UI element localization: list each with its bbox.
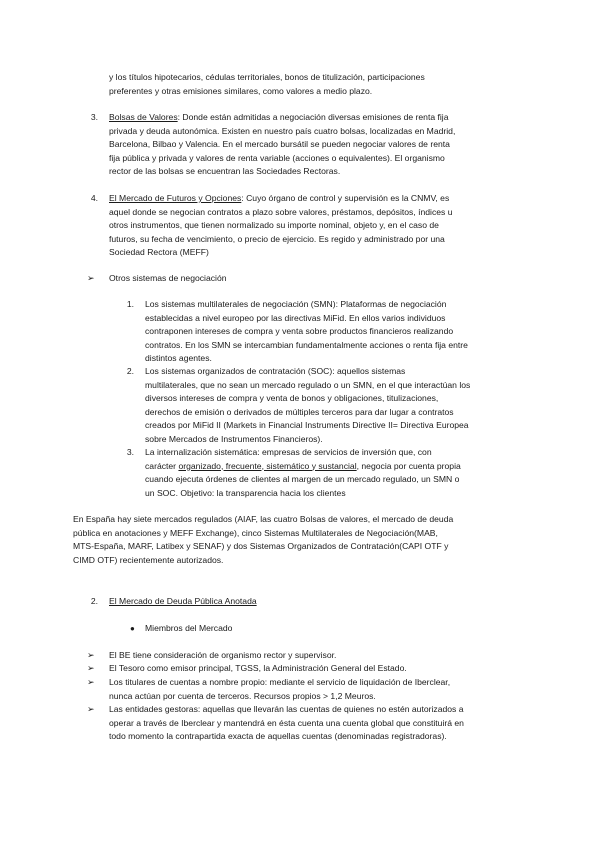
section-title: El Mercado de Deuda Pública Anotada — [109, 596, 257, 606]
item-line: Barcelona, Bilbao y Valencia. En el mercado bursátil se pueden negociar valores de renta — [109, 139, 450, 149]
bullet-icon: ● — [130, 624, 135, 633]
intro-paragraph — [109, 71, 425, 98]
arrow-bullet-icon: ➢ — [87, 273, 95, 283]
item-line: fija pública y privada y valores de renta variable (acciones o equivalentes). El organismo — [109, 152, 445, 163]
member-item: El Tesoro como emisor principal, TGSS, la Administración General del Estado. — [109, 663, 407, 673]
item-line: aquel donde se negocian contratos a plazo sobre valores, préstamos, depósitos, índices u — [109, 206, 453, 217]
item-line: futuros, su fecha de vencimiento, o precio de ejercicio. Es regido y administrado por una — [109, 233, 445, 244]
list-number: 4. — [90, 193, 98, 203]
underlined-phrase: organizado, frecuente, sistemático y sustancial — [178, 460, 357, 471]
item-line: Sociedad Rectora (MEFF) — [109, 247, 209, 257]
list-item-futuros: El Mercado de Futuros y Opciones: Cuyo órgano de control y supervisión es la CNMV, es aquel donde se negocian contratos a plazo sobre valores, préstamos, depósitos, índices u otros instrumentos, que tienen normalizado su importe nominal, objeto y, en el caso de futuros, su fecha de vencimiento, o precio de ejercicio. Es regido y administrado por una Sociedad Rectora (MEFF) — [109, 192, 453, 260]
summary-paragraph: En España hay siete mercados regulados (AIAF, las cuatro Bolsas de valores, el mercado de deuda pública en anotaciones y MEFF Exchange), cinco Sistemas Multilaterales de Negociación(MAB, MTS-España, MARF, Latibex y SENAF) y dos Sistemas Organizados de Contratación(CAPI OTF y CIMD OTF) recientemente autorizados. — [73, 514, 454, 565]
arrow-bullet-icon: ➢ — [87, 663, 95, 673]
section-number: 2. — [90, 596, 98, 606]
list-number: 1. — [126, 299, 134, 309]
item-title: Bolsas de Valores — [109, 112, 178, 122]
subheading: Miembros del Mercado — [145, 623, 233, 633]
list-number: 3. — [90, 112, 98, 122]
list-item-internalizacion: La internalización sistemática: empresas de servicios de inversión que, con carácter organizado, frecuente, sistemático y sustancial, negocia por cuenta propia cuando ejecuta órdenes de clientes al margen de un mercado regulado, un SMN o un SOC. Objetivo: la transparencia hacia los clientes — [145, 447, 461, 498]
arrow-bullet-icon: ➢ — [87, 677, 95, 687]
arrow-bullet-icon: ➢ — [87, 650, 95, 660]
intro-line: y los títulos hipotecarios, cédulas territoriales, bonos de titulización, participaciones — [109, 72, 425, 82]
member-item: Los titulares de cuentas a nombre propio: mediante el servicio de liquidación de Iberclear, nunca actúan por cuenta de terceros. Recursos propios > 1,2 Meuros. — [109, 677, 451, 701]
member-item: El BE tiene consideración de organismo rector y supervisor. — [109, 650, 337, 660]
list-item-bolsas: Bolsas de Valores: Donde están admitidas a negociación diversas emisiones de renta fija privada y deuda autonómica. Existen en nuestro país cuatro bolsas, localizadas en Madrid, Barcelona, Bilbao y Valencia. En el mercado bursátil se pueden negociar valores de renta fija pública y privada y valores de renta variable (acciones o equivalentes). El organismo rector de las bolsas se encuentran las Sociedades Rectoras. — [109, 111, 455, 179]
list-item-soc: Los sistemas organizados de contratación (SOC): aquellos sistemas multilaterales, que no sean un mercado regulado o un SMN, en el que interactúan los diversos intereses de compra y venta de bonos y obligaciones, titulizaciones, derechos de emisión o derivados de múltiples terceros para dar lugar a contratos creados por MiFid II (Markets in Financial Instruments Directive II= Directiva Europea sobre Mercados de Instrumentos Financieros). — [145, 366, 471, 444]
intro-line: preferentes y otras emisiones similares, como valores a medio plazo. — [109, 85, 373, 96]
list-number: 3. — [126, 447, 134, 457]
item-title: El Mercado de Futuros y Opciones — [109, 193, 242, 203]
item-line: otros instrumentos, que tienen normalizado su importe nominal, objeto y, en el caso de — [109, 220, 439, 230]
arrow-bullet-icon: ➢ — [87, 704, 95, 714]
member-item: Las entidades gestoras: aquellas que llevarán las cuentas de quienes no estén autorizados a operar a través de Iberclear y mantendrá en ésta cuenta una cuenta global que constituirá en todo momento la contrapartida exacta de aquellas cuentas (denominadas registradoras). — [109, 704, 464, 741]
list-number: 2. — [126, 366, 134, 376]
otros-heading: Otros sistemas de negociación — [109, 273, 227, 283]
item-line: privada y deuda autonómica. Existen en nuestro país cuatro bolsas, localizadas en Madrid, — [109, 125, 456, 136]
item-line: rector de las bolsas se encuentran las Sociedades Rectoras. — [109, 166, 341, 176]
list-item-smn: Los sistemas multilaterales de negociación (SMN): Plataformas de negociación establecidas a nivel europeo por las directivas MiFid. En ellos varios individuos contraponen intereses de compra y venta sobre productos financieros realizando contratos. En los SMN se intercambian fundamentalmente acciones o renta fija entre distintos agentes. — [145, 299, 468, 363]
